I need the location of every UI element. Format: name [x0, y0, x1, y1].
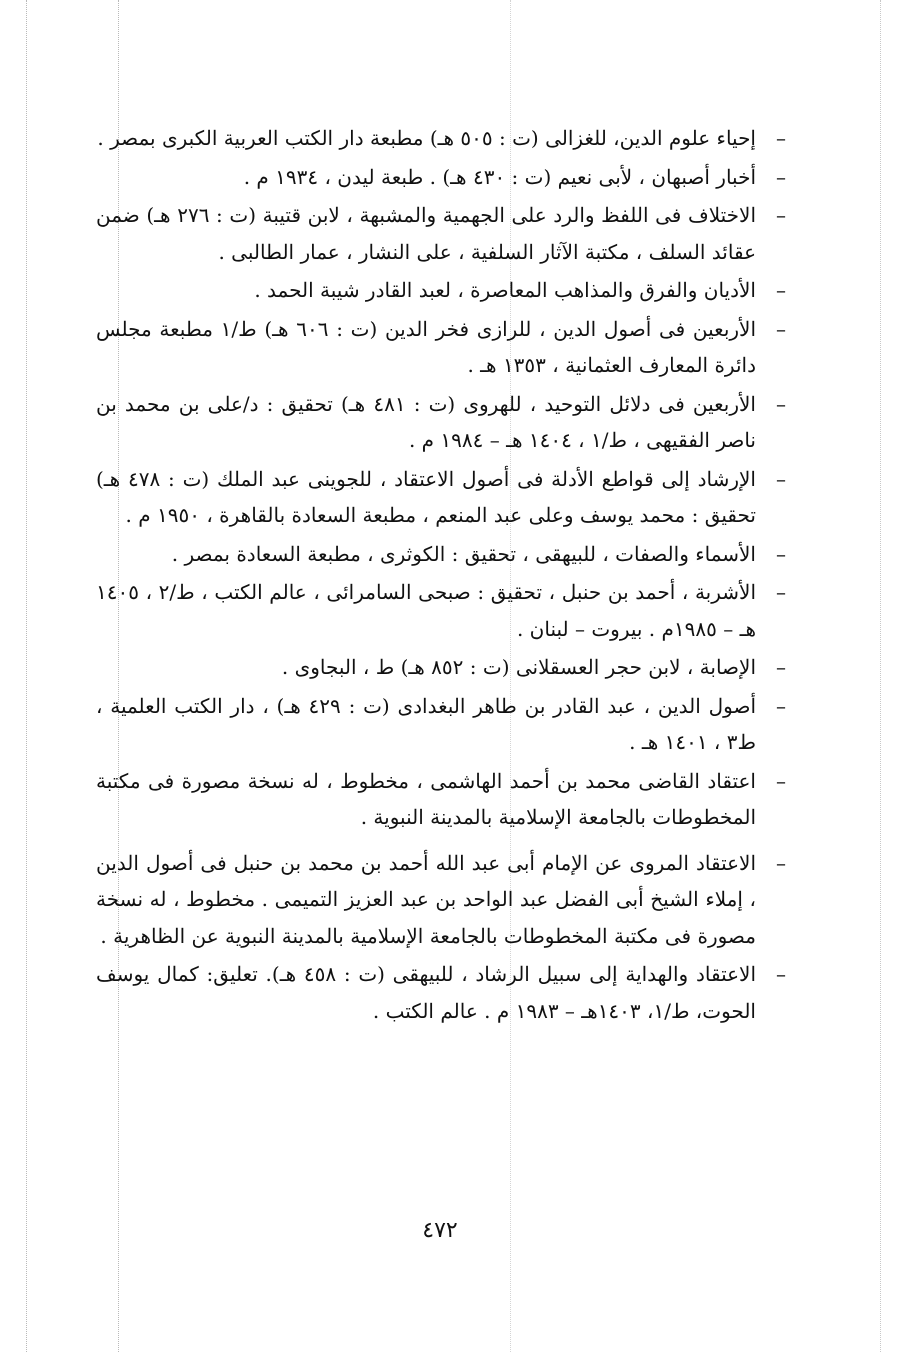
bibliography-entry — [96, 574, 786, 647]
bibliography-entry — [96, 536, 786, 573]
entry-dash: – — [776, 316, 786, 341]
page-number: ٤٧٢ — [422, 1218, 458, 1243]
entry-text: الإرشاد إلى قواطع الأدلة فى أصول الاعتقاد ، للجوينى عبد الملك (ت : ٤٧٨ هـ) تحقيق : محمد يوسف وعلى عبد المنعم ، مطبعة السعادة بالقاهرة ، ١٩٥٠ م . — [96, 466, 756, 527]
entry-dash: – — [776, 850, 786, 875]
entry-text: الأربعين فى دلائل التوحيد ، للهروى (ت : ٤٨١ هـ) تحقيق : د/على بن محمد بن ناصر الفقيهى ، ط/١ ، ١٤٠٤ هـ – ١٩٨٤ م . — [96, 391, 756, 452]
bibliography-entry — [96, 763, 786, 836]
bibliography-entry — [96, 120, 786, 157]
entry-dash: – — [776, 391, 786, 416]
entry-dash: – — [776, 164, 786, 189]
entry-text: الاعتقاد المروى عن الإمام أبى عبد الله أحمد بن محمد بن حنبل فى أصول الدين ، إملاء الشيخ أبى الفضل عبد الواحد بن عبد العزيز التميمى . مخطوط ، له نسخة مصورة فى مكتبة المخطوطات بالجامعة الإسلامية بالمدينة النبوية عن الظاهرية . — [96, 850, 756, 948]
bibliography-entry — [96, 688, 786, 761]
scan-margin-line — [26, 0, 27, 1352]
entry-text: أصول الدين ، عبد القادر بن طاهر البغدادى (ت : ٤٢٩ هـ) ، دار الكتب العلمية ، ط٣ ، ١٤٠١ هـ . — [96, 693, 756, 754]
entry-text: الأديان والفرق والمذاهب المعاصرة ، لعبد القادر شيبة الحمد . — [254, 278, 756, 302]
entry-text: اعتقاد القاضى محمد بن أحمد الهاشمى ، مخطوط ، له نسخة مصورة فى مكتبة المخطوطات بالجامعة الإسلامية بالمدينة النبوية . — [96, 768, 756, 829]
bibliography-entry — [96, 311, 786, 384]
bibliography-entry — [96, 197, 786, 270]
entry-text: إحياء علوم الدين، للغزالى (ت : ٥٠٥ هـ) مطبعة دار الكتب العربية الكبرى بمصر . — [97, 126, 756, 150]
bibliography-entry — [96, 386, 786, 459]
bibliography-entry — [96, 649, 786, 686]
entry-dash: – — [776, 203, 786, 227]
entry-dash: – — [776, 541, 786, 566]
entry-dash: – — [776, 693, 786, 718]
bibliography-list — [96, 120, 786, 1031]
entry-dash: – — [776, 655, 786, 679]
entry-text: أخبار أصبهان ، لأبى نعيم (ت : ٤٣٠ هـ) . طبعة ليدن ، ١٩٣٤ م . — [243, 164, 756, 189]
bibliography-entry — [96, 272, 786, 309]
entry-dash: – — [776, 466, 786, 491]
bibliography-entry — [96, 845, 786, 955]
entry-text: الإصابة ، لابن حجر العسقلانى (ت : ٨٥٢ هـ) ط ، البجاوى . — [281, 655, 756, 679]
entry-text: الأربعين فى أصول الدين ، للرازى فخر الدين (ت : ٦٠٦ هـ) ط/١ مطبعة مجلس دائرة المعارف العثمانية ، ١٣٥٣ هـ . — [96, 316, 757, 377]
entry-dash: – — [776, 768, 786, 793]
entry-dash: – — [776, 278, 786, 302]
bibliography-entry — [96, 159, 786, 196]
bibliography-entry — [96, 461, 786, 534]
entry-dash: – — [776, 126, 786, 150]
entry-text: الاختلاف فى اللفظ والرد على الجهمية والمشبهة ، لابن قتيبة (ت : ٢٧٦ هـ) ضمن عقائد السلف ، مكتبة الآثار السلفية ، على النشار ، عمار الطالبى . — [96, 203, 757, 264]
entry-text: الاعتقاد والهداية إلى سبيل الرشاد ، للبيهقى (ت : ٤٥٨ هـ). تعليق: كمال يوسف الحوت، ط/١، ١٤٠٣هـ – ١٩٨٣ م . عالم الكتب . — [96, 962, 756, 1023]
scan-margin-line — [880, 0, 881, 1352]
entry-text: الأسماء والصفات ، للبيهقى ، تحقيق : الكوثرى ، مطبعة السعادة بمصر . — [171, 541, 756, 566]
entry-text: الأشربة ، أحمد بن حنبل ، تحقيق : صبحى السامرائى ، عالم الكتب ، ط/٢ ، ١٤٠٥ هـ – ١٩٨٥م . بيروت – لبنان . — [96, 580, 757, 641]
entry-dash: – — [776, 962, 786, 986]
bibliography-entry — [96, 956, 786, 1029]
entry-dash: – — [776, 580, 786, 604]
